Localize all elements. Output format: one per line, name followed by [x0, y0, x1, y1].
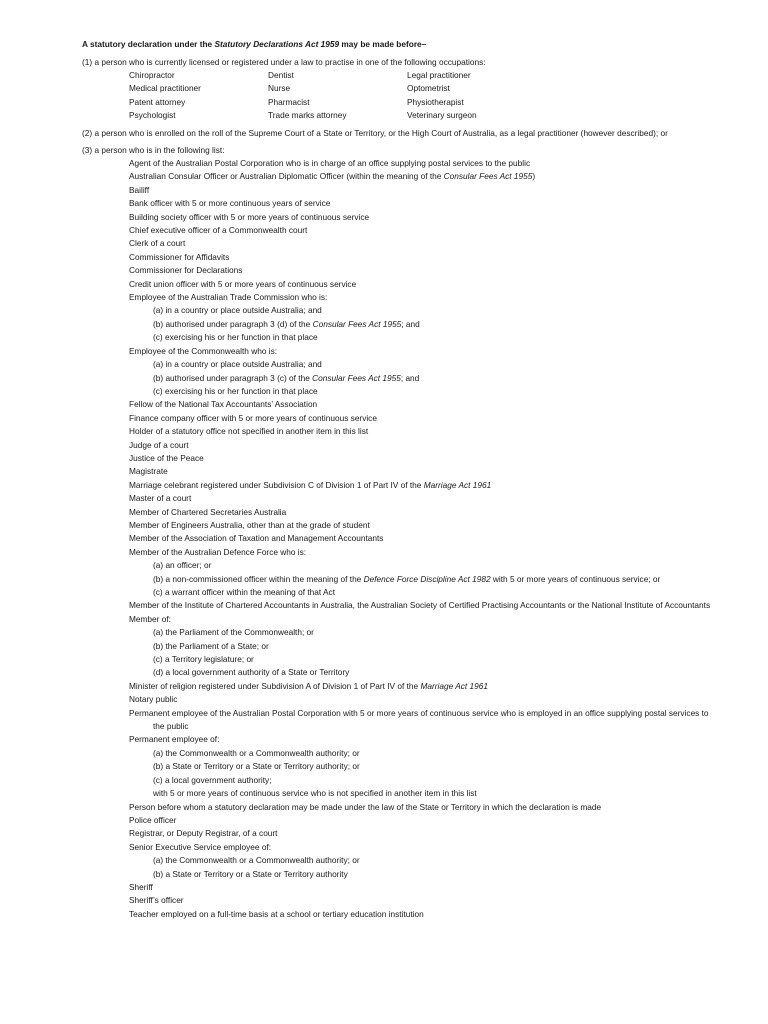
list-item-text: Member of the Association of Taxation and Management Accountants: [129, 533, 384, 544]
list-item: [129, 599, 719, 612]
list-item-text: Marriage celebrant registered under Subdivision C of Division 1 of Part IV of the: [129, 479, 424, 490]
list-item: [129, 211, 719, 224]
list-item-text-after: ; and: [400, 372, 420, 383]
page-heading: [82, 38, 426, 51]
list-item-text: Police officer: [129, 814, 177, 825]
list-item-text: Finance company officer with 5 or more years of continuous service: [129, 412, 377, 423]
list-subitem: [129, 385, 719, 398]
list-item-text: Minister of religion registered under Subdivision A of Division 1 of Part IV of the: [129, 680, 421, 691]
list-item-text-after: ): [532, 171, 536, 182]
list-item-text: Member of Chartered Secretaries Australia: [129, 506, 287, 517]
heading-suffix: may be made before–: [339, 39, 427, 49]
list-item-text: Chief executive officer of a Commonwealth court: [129, 225, 308, 236]
list-item-text: Commissioner for Declarations: [129, 265, 243, 276]
list-item: [129, 894, 719, 907]
occupation-cell: Legal practitioner: [407, 70, 471, 80]
list-subitem: [129, 640, 719, 653]
list-item-text: (b) a State or Territory or a State or Territory authority; or: [153, 761, 360, 772]
list-item-text: (b) a State or Territory or a State or Territory authority: [153, 868, 348, 879]
list-item: [129, 733, 719, 746]
list-item-text: Australian Consular Officer or Australian Diplomatic Officer (within the meaning of the: [129, 171, 444, 182]
list-item-text-after: with 5 or more years of continuous service; or: [490, 573, 661, 584]
list-item: [129, 841, 719, 854]
eligible-persons-list: [129, 157, 719, 921]
list-subitem: [129, 573, 719, 586]
list-item: [129, 465, 719, 478]
list-item: [129, 224, 719, 237]
occupation-cell: Pharmacist: [268, 96, 310, 107]
list-item-text: Commissioner for Affidavits: [129, 251, 230, 262]
list-item-text: with 5 or more years of continuous service who is not specified in another item in this list: [153, 788, 477, 799]
occupation-cell: Optometrist: [407, 83, 450, 94]
list-item: [129, 251, 719, 264]
list-subitem: [129, 318, 719, 331]
list-subitem: [129, 331, 719, 344]
list-item-text: Person before whom a statutory declaration may be made under the law of the State or Territory in which the declaration is made: [129, 801, 602, 812]
list-item: [129, 693, 719, 706]
list-item: [129, 197, 719, 210]
list-item: [129, 452, 719, 465]
list-item-text: Member of the Australian Defence Force who is:: [129, 546, 307, 557]
occupation-cell: Patent attorney: [129, 96, 186, 107]
list-item-text: Employee of the Commonwealth who is:: [129, 345, 278, 356]
list-item: [129, 680, 719, 693]
list-subitem: [129, 854, 719, 867]
occupation-cell: Trade marks attorney: [268, 110, 347, 121]
list-item-text: Permanent employee of the Australian Postal Corporation with 5 or more years of continuous service who is employed in an office supplying postal services to the public: [129, 707, 709, 732]
occupation-cell: Dentist: [268, 70, 294, 80]
list-item: [129, 264, 719, 277]
list-item-text: Magistrate: [129, 466, 168, 477]
list-item-text: Notary public: [129, 694, 178, 705]
heading-act: Statutory Declarations Act 1959: [214, 39, 340, 49]
list-item-act-title: Consular Fees Act 1955: [443, 171, 533, 182]
occupation-cell: Medical practitioner: [129, 83, 201, 94]
list-item-text-after: ; and: [401, 318, 420, 329]
list-item: [129, 908, 719, 921]
list-item-text: (c) a Territory legislature; or: [153, 654, 254, 665]
occupation-cell: Chiropractor: [129, 70, 175, 80]
list-subitem: [129, 774, 719, 787]
list-item-text: Holder of a statutory office not specified in another item in this list: [129, 426, 369, 437]
occupation-cell: Physiotherapist: [407, 96, 464, 107]
list-item-text: Building society officer with 5 or more years of continuous service: [129, 211, 370, 222]
occupation-cell: Veterinary surgeon: [407, 110, 477, 121]
list-item-text: (c) a warrant officer within the meaning of that Act: [153, 587, 336, 597]
list-item-text: Employee of the Australian Trade Commission who is:: [129, 292, 328, 303]
list-item-text: (a) in a country or place outside Australia; and: [153, 305, 322, 316]
list-item-text: Teacher employed on a full-time basis at a school or tertiary education institution: [129, 908, 424, 919]
list-subitem: [129, 653, 719, 666]
list-subitem: [129, 559, 719, 572]
list-item: [129, 345, 719, 358]
list-item-text: (b) authorised under paragraph 3 (d) of the: [153, 318, 313, 329]
list-item-text: (b) a non-commissioned officer within the meaning of the: [153, 573, 364, 584]
list-subitem: [129, 868, 719, 881]
list-item-text: Justice of the Peace: [129, 452, 204, 463]
list-subitem: [129, 358, 719, 371]
list-item-act-title: Marriage Act 1961: [420, 680, 488, 691]
list-item-text: (c) exercising his or her function in that place: [153, 385, 318, 396]
list-item: [129, 412, 719, 425]
list-item: [129, 398, 719, 411]
list-item: [129, 506, 719, 519]
list-item-text: (b) the Parliament of a State; or: [153, 640, 269, 651]
list-item-text: Permanent employee of:: [129, 734, 220, 745]
list-item-text: Member of Engineers Australia, other than at the grade of student: [129, 519, 370, 530]
paragraph-1: (1) a person who is currently licensed or registered under a law to practise in one of the following occupations:: [82, 57, 486, 67]
list-subitem: [129, 747, 719, 760]
list-item: [129, 519, 719, 532]
list-item: [129, 613, 719, 626]
list-item: [129, 170, 719, 183]
list-item-text: (c) a local government authority;: [153, 774, 272, 785]
list-item-text: Registrar, or Deputy Registrar, of a court: [129, 828, 278, 839]
list-item-act-title: Consular Fees Act 1955: [312, 372, 401, 383]
list-item: [129, 479, 719, 492]
list-subitem: [129, 666, 719, 679]
list-item-text: (a) the Parliament of the Commonwealth; or: [153, 627, 314, 638]
list-item-act-title: Consular Fees Act 1955: [312, 318, 402, 329]
list-item: [129, 184, 719, 197]
list-item-text: (a) the Commonwealth or a Commonwealth authority; or: [153, 855, 360, 866]
list-subitem: [129, 626, 719, 639]
list-subitem: [129, 304, 719, 317]
list-item-text: (d) a local government authority of a State or Territory: [153, 667, 350, 678]
list-item: [129, 439, 719, 452]
list-item-text: Sheriff’s officer: [129, 895, 184, 906]
list-item: [129, 546, 719, 559]
occupations-table: [129, 69, 546, 123]
list-item: [129, 881, 719, 894]
list-item: [129, 707, 719, 734]
list-item: [129, 827, 719, 840]
list-item-text: Member of:: [129, 613, 171, 624]
list-item-act-title: Marriage Act 1961: [423, 479, 492, 490]
list-item-text: Sheriff: [129, 881, 153, 892]
list-item-text: (c) exercising his or her function in that place: [153, 332, 318, 343]
list-item-text: (a) the Commonwealth or a Commonwealth authority; or: [153, 747, 360, 758]
list-item-text: (a) in a country or place outside Australia; and: [153, 359, 322, 370]
list-item: [129, 801, 719, 814]
list-subitem: [129, 372, 719, 385]
list-item-text: Member of the Institute of Chartered Accountants in Australia, the Australian Society of Certified Practising Accountants or the National Institute of Accountants: [129, 600, 711, 611]
list-subitem: [129, 760, 719, 773]
list-item: [129, 425, 719, 438]
list-item-text: Bank officer with 5 or more continuous years of service: [129, 198, 331, 209]
paragraph-2: (2) a person who is enrolled on the roll of the Supreme Court of a State or Territory, or the High Court of Australia, as a legal practitioner (however described); or: [82, 128, 668, 138]
list-item: [129, 532, 719, 545]
list-item-text: Senior Executive Service employee of:: [129, 841, 272, 852]
list-item-text: Master of a court: [129, 493, 192, 504]
list-subitem: [129, 787, 719, 800]
paragraph-3: (3) a person who is in the following list:: [82, 145, 225, 155]
list-item-act-title: Defence Force Discipline Act 1982: [363, 573, 491, 584]
list-item-text: (a) an officer; or: [153, 560, 212, 571]
list-item-text: Agent of the Australian Postal Corporation who is in charge of an office supplying postal services to the public: [129, 158, 531, 168]
list-item: [129, 492, 719, 505]
list-item: [129, 237, 719, 250]
list-item-text: Bailiff: [129, 184, 150, 195]
occupation-cell: Nurse: [268, 83, 291, 94]
list-item: [129, 278, 719, 291]
list-item: [129, 291, 719, 304]
list-subitem: [129, 586, 719, 599]
occupation-cell: Psychologist: [129, 110, 176, 121]
heading-prefix: A statutory declaration under the: [82, 39, 215, 49]
list-item: [129, 157, 719, 170]
list-item-text: Judge of a court: [129, 439, 189, 450]
list-item-text: Credit union officer with 5 or more years of continuous service: [129, 278, 357, 289]
list-item-text: (b) authorised under paragraph 3 (c) of the: [153, 372, 313, 383]
list-item: [129, 814, 719, 827]
list-item-text: Fellow of the National Tax Accountants’ Association: [129, 399, 318, 410]
list-item-text: Clerk of a court: [129, 238, 186, 249]
